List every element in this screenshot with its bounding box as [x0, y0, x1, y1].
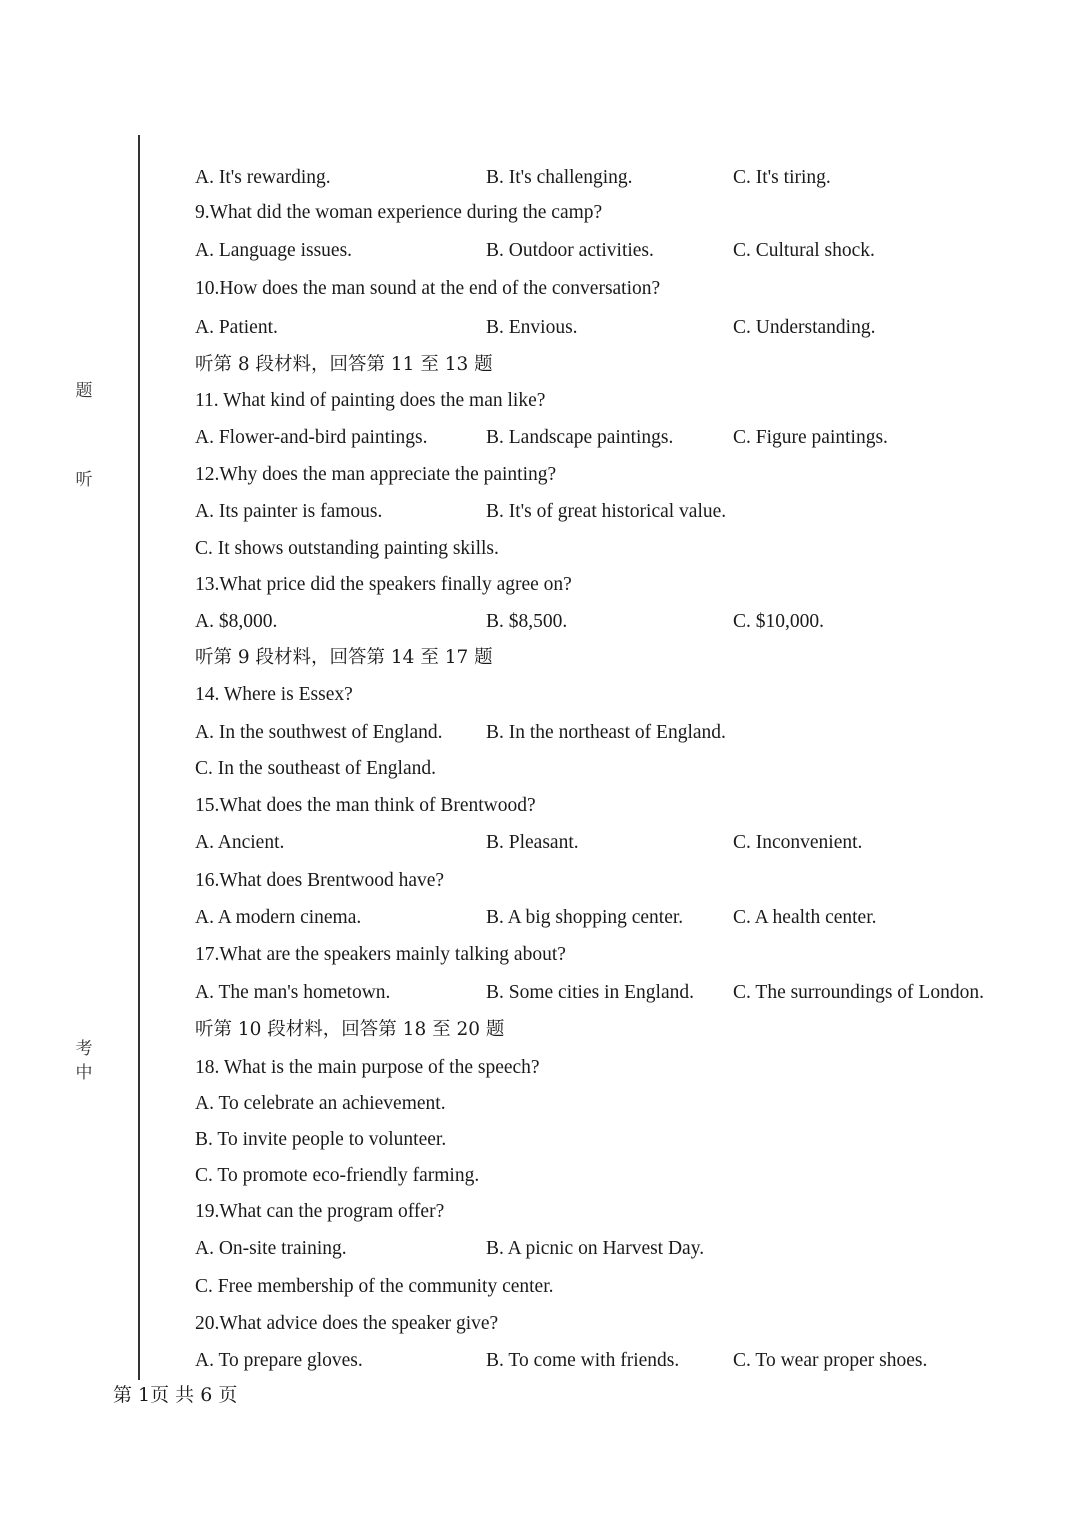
q14-option-c: C. In the southeast of England. [195, 758, 436, 779]
q8-option-c: C. It's tiring. [733, 167, 831, 188]
section9-heading: 听第 9 段材料，回答第 14 至 17 题 [195, 647, 493, 668]
q16-options [0, 903, 1080, 933]
q18-question-line [0, 1053, 1080, 1083]
q15-option-a: A. Ancient. [195, 832, 285, 853]
q20-option-a: A. To prepare gloves. [195, 1350, 363, 1371]
q10-options [0, 313, 1080, 343]
q14-option-a: A. In the southwest of England. [195, 722, 443, 743]
q15-question: 15.What does the man think of Brentwood? [195, 795, 536, 816]
q18-option-b: B. To invite people to volunteer. [195, 1129, 447, 1150]
q13-option-a: A. $8,000. [195, 611, 278, 632]
q20-question: 20.What advice does the speaker give? [195, 1313, 499, 1334]
q17-question-line [0, 940, 1080, 970]
q15-option-c: C. Inconvenient. [733, 832, 863, 853]
section8-heading: 听第 8 段材料，回答第 11 至 13 题 [195, 354, 493, 375]
q13-option-c: C. $10,000. [733, 611, 825, 632]
q19-option-b: B. A picnic on Harvest Day. [486, 1238, 705, 1259]
q14-question-line [0, 680, 1080, 710]
q10-option-b: B. Envious. [486, 317, 578, 338]
q9-option-c: C. Cultural shock. [733, 240, 875, 261]
q15-options [0, 828, 1080, 858]
q9-question: 9.What did the woman experience during the camp? [195, 202, 603, 223]
q14-option-b: B. In the northeast of England. [486, 722, 726, 743]
q15-question-line [0, 791, 1080, 821]
q18-option-a: A. To celebrate an achievement. [195, 1093, 446, 1114]
q18-option-c-line [0, 1161, 1080, 1191]
q20-option-c: C. To wear proper shoes. [733, 1350, 928, 1371]
q12-option-a: A. Its painter is famous. [195, 501, 383, 522]
q16-option-c: C. A health center. [733, 907, 877, 928]
q8-option-a: A. It's rewarding. [195, 167, 331, 188]
q16-option-b: B. A big shopping center. [486, 907, 684, 928]
q11-option-b: B. Landscape paintings. [486, 427, 674, 448]
q20-option-b: B. To come with friends. [486, 1350, 680, 1371]
q14-options-c [0, 754, 1080, 784]
page-number-footer: 第 1页 共 6 页 [113, 1384, 238, 1406]
q12-options-c [0, 534, 1080, 564]
q17-question: 17.What are the speakers mainly talking about? [195, 944, 566, 965]
q15-option-b: B. Pleasant. [486, 832, 579, 853]
q10-option-a: A. Patient. [195, 317, 278, 338]
q17-option-c: C. The surroundings of London. [733, 982, 984, 1003]
q13-question-line [0, 570, 1080, 600]
margin-mark-ting: 听 [75, 470, 93, 489]
q12-option-c: C. It shows outstanding painting skills. [195, 538, 499, 559]
q18-option-b-line [0, 1125, 1080, 1155]
q12-question: 12.Why does the man appreciate the painting? [195, 464, 557, 485]
q11-option-a: A. Flower-and-bird paintings. [195, 427, 428, 448]
q19-options-ab [0, 1234, 1080, 1264]
q12-options-ab [0, 497, 1080, 527]
q17-option-b: B. Some cities in England. [486, 982, 694, 1003]
section9-line [0, 643, 1080, 673]
q16-option-a: A. A modern cinema. [195, 907, 362, 928]
q12-option-b: B. It's of great historical value. [486, 501, 727, 522]
q20-question-line [0, 1309, 1080, 1339]
q20-options [0, 1346, 1080, 1376]
section10-line [0, 1015, 1080, 1045]
q18-option-c: C. To promote eco-friendly farming. [195, 1165, 480, 1186]
margin-mark-ti: 题 [75, 381, 93, 400]
q11-question-line [0, 386, 1080, 416]
section10-heading: 听第 10 段材料，回答第 18 至 20 题 [195, 1019, 505, 1040]
q10-question: 10.How does the man sound at the end of the conversation? [195, 278, 661, 299]
q11-question: 11. What kind of painting does the man like? [195, 390, 546, 411]
q10-question-line [0, 274, 1080, 304]
q10-option-c: C. Understanding. [733, 317, 876, 338]
q9-option-a: A. Language issues. [195, 240, 353, 261]
q18-option-a-line [0, 1089, 1080, 1119]
q9-option-b: B. Outdoor activities. [486, 240, 654, 261]
q18-question: 18. What is the main purpose of the speech? [195, 1057, 540, 1078]
q16-question: 16.What does Brentwood have? [195, 870, 445, 891]
q19-option-a: A. On-site training. [195, 1238, 347, 1259]
q14-question: 14. Where is Essex? [195, 684, 353, 705]
margin-mark-zhong: 中 [75, 1063, 93, 1082]
q17-option-a: A. The man's hometown. [195, 982, 391, 1003]
q13-options [0, 607, 1080, 637]
q9-question-line [0, 198, 1080, 228]
q13-question: 13.What price did the speakers finally agree on? [195, 574, 572, 595]
q13-option-b: B. $8,500. [486, 611, 568, 632]
q19-option-c: C. Free membership of the community center. [195, 1276, 554, 1297]
q11-option-c: C. Figure paintings. [733, 427, 888, 448]
margin-mark-kao: 考 [75, 1039, 93, 1058]
section8-line [0, 350, 1080, 380]
q8-options [0, 163, 1080, 193]
q19-question-line [0, 1197, 1080, 1227]
q8-option-b: B. It's challenging. [486, 167, 633, 188]
q17-options [0, 978, 1080, 1008]
q9-options [0, 236, 1080, 266]
q14-options-ab [0, 718, 1080, 748]
q19-question: 19.What can the program offer? [195, 1201, 445, 1222]
q12-question-line [0, 460, 1080, 490]
q19-options-c [0, 1272, 1080, 1302]
q11-options [0, 423, 1080, 453]
q16-question-line [0, 866, 1080, 896]
